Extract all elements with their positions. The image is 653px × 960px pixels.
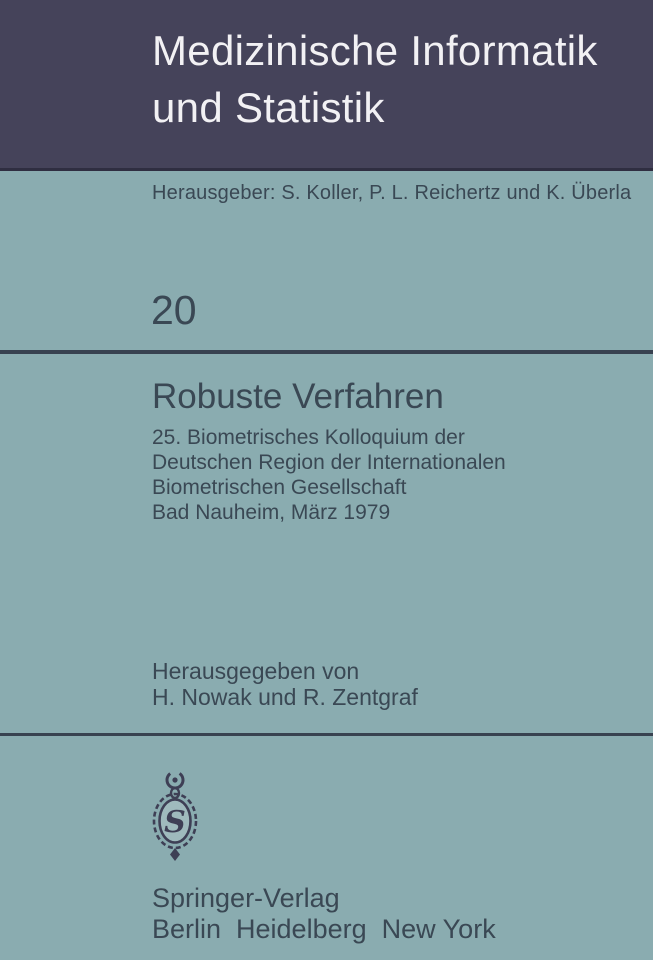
publisher-city: New York xyxy=(381,914,496,944)
book-editors-block xyxy=(152,658,418,710)
subtitle-line: Deutschen Region der Internationalen xyxy=(152,451,506,474)
series-title xyxy=(152,22,598,136)
publisher-city: Berlin xyxy=(152,914,222,944)
book-editors: H. Nowak und R. Zentgraf xyxy=(152,684,418,710)
divider-rule-bottom xyxy=(0,733,653,736)
book-title: Robuste Verfahren xyxy=(152,377,444,416)
subtitle-line: Biometrischen Gesellschaft xyxy=(152,476,407,499)
springer-knight-emblem-icon xyxy=(146,768,204,862)
subtitle-line: 25. Biometrisches Kolloquium der xyxy=(152,426,465,449)
divider-rule-top xyxy=(0,350,653,354)
series-title-line1: Medizinische Informatik xyxy=(152,27,598,74)
volume-number: 20 xyxy=(151,287,197,333)
publisher-block xyxy=(152,883,496,945)
logo-monogram: S xyxy=(164,805,186,840)
subtitle-line: Bad Nauheim, März 1979 xyxy=(152,501,391,524)
publisher-city: Heidelberg xyxy=(236,914,367,944)
book-subtitle xyxy=(152,425,506,525)
publisher-name: Springer-Verlag xyxy=(152,883,340,913)
series-editors: Herausgeber: S. Koller, P. L. Reichertz und K. Überla xyxy=(152,182,632,204)
series-title-line2: und Statistik xyxy=(152,84,385,131)
edited-by-label: Herausgegeben von xyxy=(152,658,360,684)
publisher-cities xyxy=(152,914,496,945)
